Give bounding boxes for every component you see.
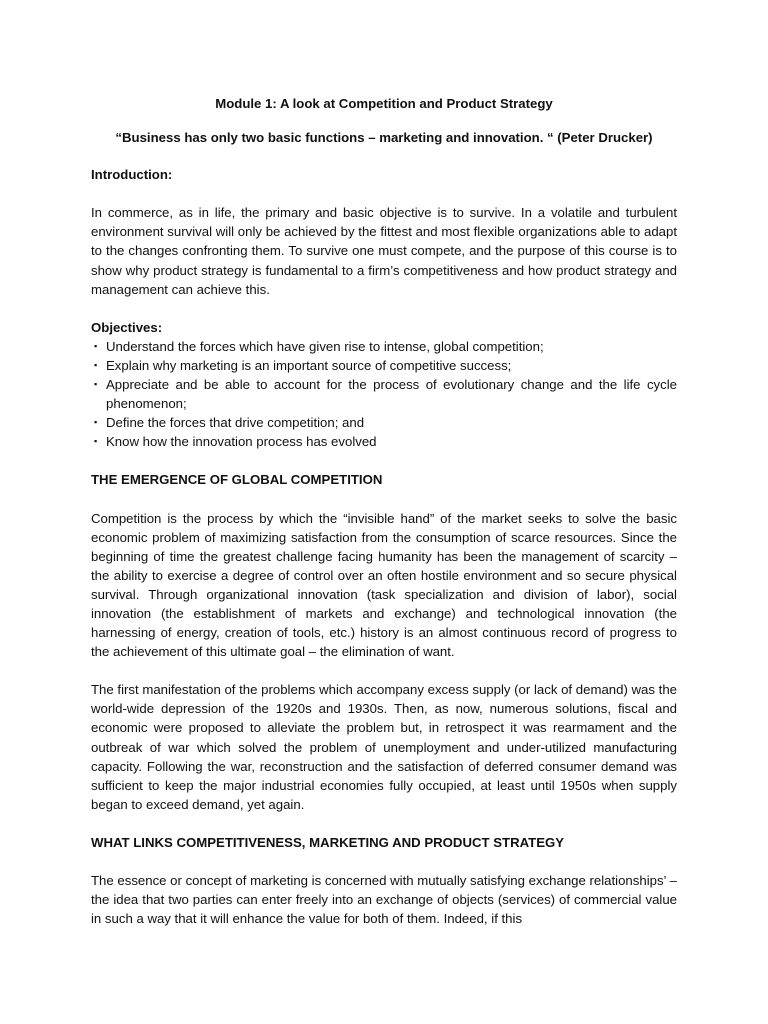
bullet-icon: ▪	[94, 340, 98, 351]
bullet-icon: ▪	[94, 436, 98, 447]
introduction-paragraph: In commerce, as in life, the primary and basic objective is to survive. In a volatile and turbulent environment survival will only be achieved by the fittest and most flexible organizations able to adapt to the changes confronting them. To survive one must compete, and the purpose of this course is to show why product strategy is fundamental to a firm’s competitiveness and how product strategy and management can achieve this.	[91, 205, 677, 297]
bullet-icon: ▪	[94, 417, 98, 428]
objective-text: Define the forces that drive competition; and	[106, 415, 365, 431]
objective-item	[91, 375, 677, 413]
objective-item	[91, 356, 677, 375]
global-competition-heading: THE EMERGENCE OF GLOBAL COMPETITION	[91, 472, 383, 488]
introduction-heading: Introduction:	[91, 167, 173, 183]
module-title: Module 1: A look at Competition and Product Strategy	[215, 96, 553, 111]
objective-text: Know how the innovation process has evolved	[106, 434, 377, 450]
objective-item	[91, 337, 677, 356]
bullet-icon: ▪	[94, 379, 98, 390]
marketing-concept-paragraph: The essence or concept of marketing is concerned with mutually satisfying exchange relationships’ – the idea that two parties can enter freely into an exchange of objects (services) of commercial value in such a way that it will enhance the value for both of them. Indeed, if this	[91, 873, 677, 927]
competitiveness-marketing-heading: WHAT LINKS COMPETITIVENESS, MARKETING AND PRODUCT STRATEGY	[91, 834, 565, 850]
objectives-heading: Objectives:	[91, 319, 163, 335]
objectives-list	[91, 337, 677, 452]
document-page	[91, 94, 677, 947]
global-competition-paragraph: Competition is the process by which the “invisible hand” of the market seeks to solve the basic economic problem of maximizing satisfaction from the consumption of scarce resources. Since the beginning of time the greatest challenge facing humanity has been the management of scarcity – the ability to exercise a degree of control over an often hostile environment and so secure physical survival. Through organizational innovation (task specialization and division of labor), social innovation (the establishment of markets and exchange) and technological innovation (the harnessing of energy, creation of tools, etc.) history is an almost continuous record of progress to the achievement of this ultimate goal – the elimination of want.	[91, 510, 677, 660]
bullet-icon: ▪	[94, 359, 98, 370]
objective-item	[91, 413, 677, 432]
objective-item	[91, 432, 677, 451]
objective-text: Understand the forces which have given rise to intense, global competition;	[106, 338, 544, 354]
objective-text: Explain why marketing is an important source of competitive success;	[106, 357, 512, 373]
objective-text: Appreciate and be able to account for the process of evolutionary change and the life cycle phenomenon;	[106, 377, 677, 412]
depression-paragraph: The first manifestation of the problems which accompany excess supply (or lack of demand) was the world-wide depression of the 1920s and 1930s. Then, as now, numerous solutions, fiscal and economic were proposed to alleviate the problem but, in retrospect it was rearmament and the outbreak of war which solved the problem of unemployment and under-utilized manufacturing capacity. Following the war, reconstruction and the satisfaction of deferred consumer demand was sufficient to keep the major industrial economies fully occupied, at least until 1950s when supply began to exceed demand, yet again.	[91, 682, 677, 812]
drucker-quote: “Business has only two basic functions – marketing and innovation. “ (Peter Drucker)	[115, 130, 653, 146]
